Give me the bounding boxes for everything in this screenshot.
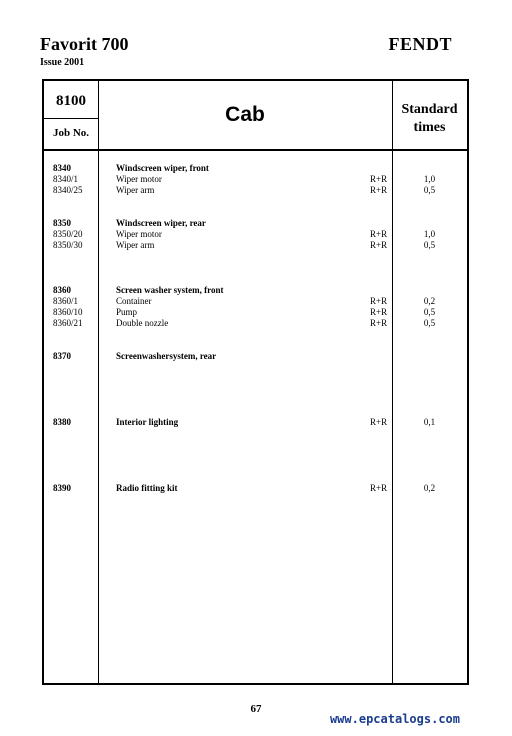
job-number: 8360/21 [53, 318, 83, 328]
table-row [44, 318, 467, 329]
job-description: Wiper arm [116, 240, 155, 250]
table-row [44, 163, 467, 174]
table-row [44, 483, 467, 494]
table-row [44, 285, 467, 296]
job-number: 8360/1 [53, 296, 79, 306]
job-group [44, 285, 467, 329]
operation-code: R+R [370, 307, 388, 317]
job-number: 8340 [53, 163, 71, 173]
job-description: Screenwashersystem, rear [116, 351, 217, 361]
operation-code: R+R [370, 240, 388, 250]
job-number: 8360/10 [53, 307, 83, 317]
table-row [44, 296, 467, 307]
job-number: 8350/20 [53, 229, 83, 239]
job-number: 8350 [53, 218, 71, 228]
job-description: Radio fitting kit [116, 483, 178, 493]
page-number: 67 [250, 703, 262, 715]
standard-time: 0,2 [423, 483, 436, 493]
job-description: Screen washer system, front [116, 285, 224, 295]
table-body [44, 151, 467, 683]
job-description: Interior lighting [116, 417, 179, 427]
job-description: Wiper motor [116, 174, 162, 184]
table-row [44, 351, 467, 362]
job-group [44, 163, 467, 196]
operation-code: R+R [370, 483, 388, 493]
standard-times-line-1: Standard [401, 102, 458, 117]
job-number: 8350/30 [53, 240, 83, 250]
section-number: 8100 [56, 93, 86, 109]
standard-time: 0,5 [423, 307, 436, 317]
table-row [44, 185, 467, 196]
table-row [44, 417, 467, 428]
table-row [44, 218, 467, 229]
job-number: 8360 [53, 285, 71, 295]
job-group [44, 351, 467, 362]
operation-code: R+R [370, 318, 388, 328]
standard-time: 1,0 [423, 229, 436, 239]
standard-time: 0,5 [423, 318, 436, 328]
job-no-column-header: Job No. [52, 127, 90, 139]
section-number-divider [44, 118, 98, 119]
job-number: 8340/25 [53, 185, 83, 195]
job-times-table [42, 79, 469, 685]
job-number: 8390 [53, 483, 71, 493]
standard-time: 0,5 [423, 185, 436, 195]
job-group [44, 218, 467, 251]
job-number: 8340/1 [53, 174, 79, 184]
watermark-url: www.epcatalogs.com [329, 712, 460, 726]
job-description: Double nozzle [116, 318, 169, 328]
job-group [44, 483, 467, 494]
job-description: Windscreen wiper, rear [116, 218, 206, 228]
job-number: 8370 [53, 351, 71, 361]
job-description: Pump [116, 307, 138, 317]
table-row [44, 307, 467, 318]
standard-time: 0,2 [423, 296, 436, 306]
standard-time: 0,5 [423, 240, 436, 250]
job-number: 8380 [53, 417, 71, 427]
issue-label: Issue 2001 [40, 57, 85, 68]
job-description: Wiper arm [116, 185, 155, 195]
standard-time: 0,1 [423, 417, 436, 427]
operation-code: R+R [370, 296, 388, 306]
table-row [44, 174, 467, 185]
section-title: Cab [225, 103, 265, 126]
job-description: Container [116, 296, 152, 306]
standard-time: 1,0 [423, 174, 436, 184]
brand-name: FENDT [388, 34, 452, 54]
operation-code: R+R [370, 417, 388, 427]
operation-code: R+R [370, 229, 388, 239]
standard-times-line-2: times [413, 120, 446, 135]
operation-code: R+R [370, 185, 388, 195]
standard-times-column-header [392, 101, 467, 137]
model-title: Favorit 700 [40, 34, 129, 54]
operation-code: R+R [370, 174, 388, 184]
job-description: Wiper motor [116, 229, 162, 239]
table-row [44, 240, 467, 251]
job-group [44, 417, 467, 428]
table-row [44, 229, 467, 240]
job-description: Windscreen wiper, front [116, 163, 209, 173]
